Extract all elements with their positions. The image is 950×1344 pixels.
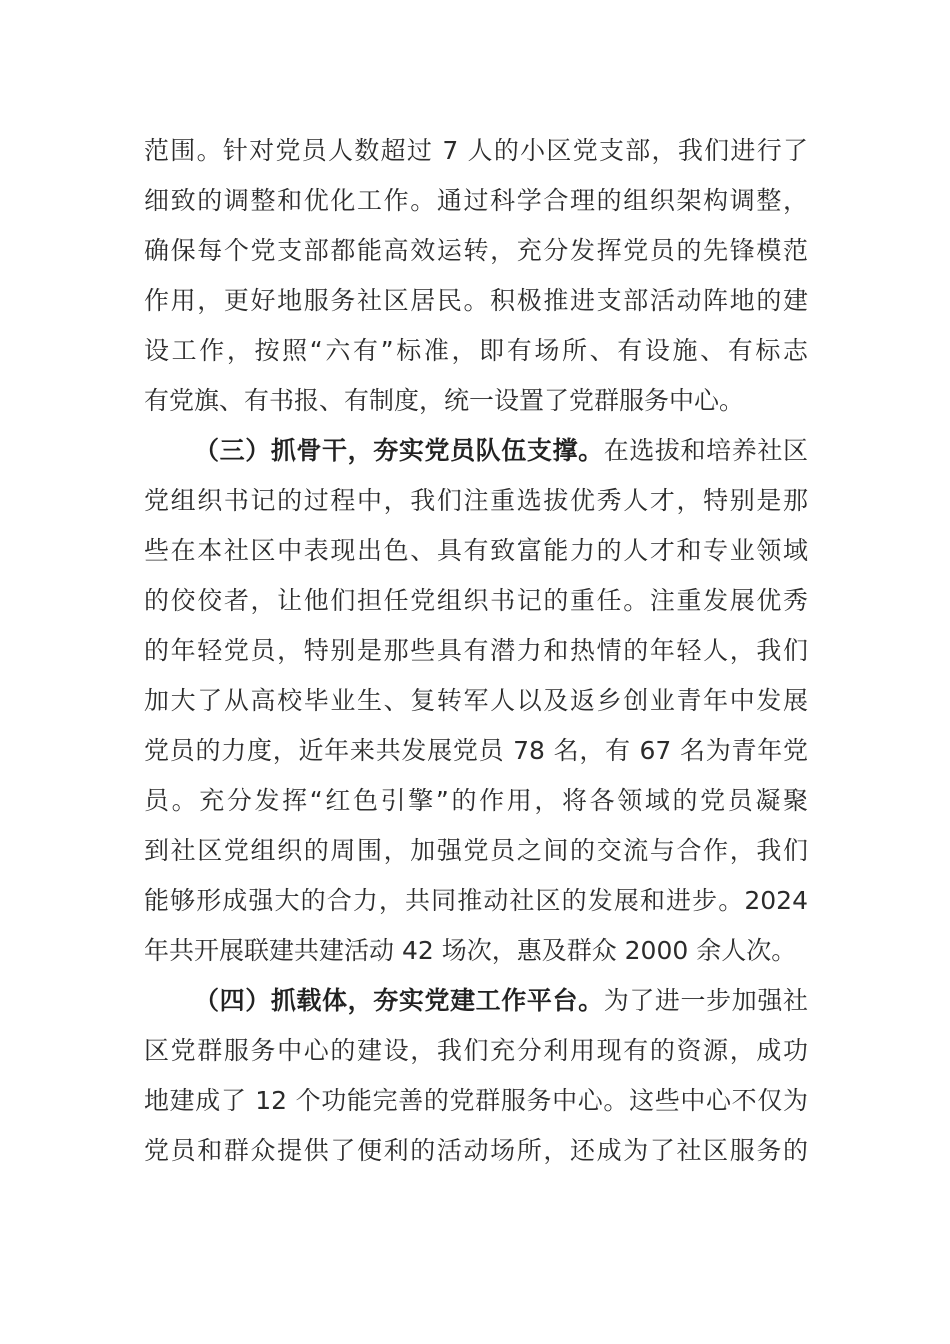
section-first-line [144, 426, 808, 476]
document-body [144, 126, 808, 1176]
text-line: 范围。针对党员人数超过 7 人的小区党支部，我们进行了 [144, 136, 808, 165]
text-line: 地建成了 12 个功能完善的党群服务中心。这些中心不仅为 [144, 1086, 808, 1115]
paragraph-section-3 [144, 426, 808, 976]
text-line: 作用，更好地服务社区居民。积极推进支部活动阵地的建 [144, 286, 808, 315]
text-line: 党员的力度，近年来共发展党员 78 名，有 67 名为青年党 [144, 736, 808, 765]
section-first-line [144, 976, 808, 1026]
section-first-line-text: 为了进一步加强社 [603, 986, 808, 1015]
text-line: 党组织书记的过程中，我们注重选拔优秀人才，特别是那 [144, 486, 808, 515]
text-line: 员。充分发挥“红色引擎”的作用，将各领域的党员凝聚 [144, 786, 808, 815]
text-line: 些在本社区中表现出色、具有致富能力的人才和专业领域 [144, 536, 808, 565]
text-line: 设工作，按照“六有”标准，即有场所、有设施、有标志 [144, 336, 808, 365]
section-first-line-text: 在选拔和培养社区 [603, 436, 808, 465]
text-line: 的佼佼者，让他们担任党组织书记的重任。注重发展优秀 [144, 586, 808, 615]
section-heading: （三）抓骨干，夯实党员队伍支撑。 [194, 436, 604, 465]
text-line: 党员和群众提供了便利的活动场所，还成为了社区服务的 [144, 1136, 808, 1165]
text-line: 确保每个党支部都能高效运转，充分发挥党员的先锋模范 [144, 236, 808, 265]
text-line: 的年轻党员，特别是那些具有潜力和热情的年轻人，我们 [144, 636, 808, 665]
text-line: 区党群服务中心的建设，我们充分利用现有的资源，成功 [144, 1036, 808, 1065]
text-line: 细致的调整和优化工作。通过科学合理的组织架构调整， [144, 186, 808, 215]
section-heading: （四）抓载体，夯实党建工作平台。 [194, 986, 604, 1015]
text-line: 能够形成强大的合力，共同推动社区的发展和进步。2024 [144, 886, 808, 915]
text-line: 年共开展联建共建活动 42 场次，惠及群众 2000 余人次。 [144, 936, 797, 965]
paragraph-section-4 [144, 976, 808, 1176]
text-line: 到社区党组织的周围，加强党员之间的交流与合作，我们 [144, 836, 808, 865]
paragraph-continuation [144, 126, 808, 426]
text-line: 加大了从高校毕业生、复转军人以及返乡创业青年中发展 [144, 686, 808, 715]
text-line: 有党旗、有书报、有制度，统一设置了党群服务中心。 [144, 386, 745, 415]
